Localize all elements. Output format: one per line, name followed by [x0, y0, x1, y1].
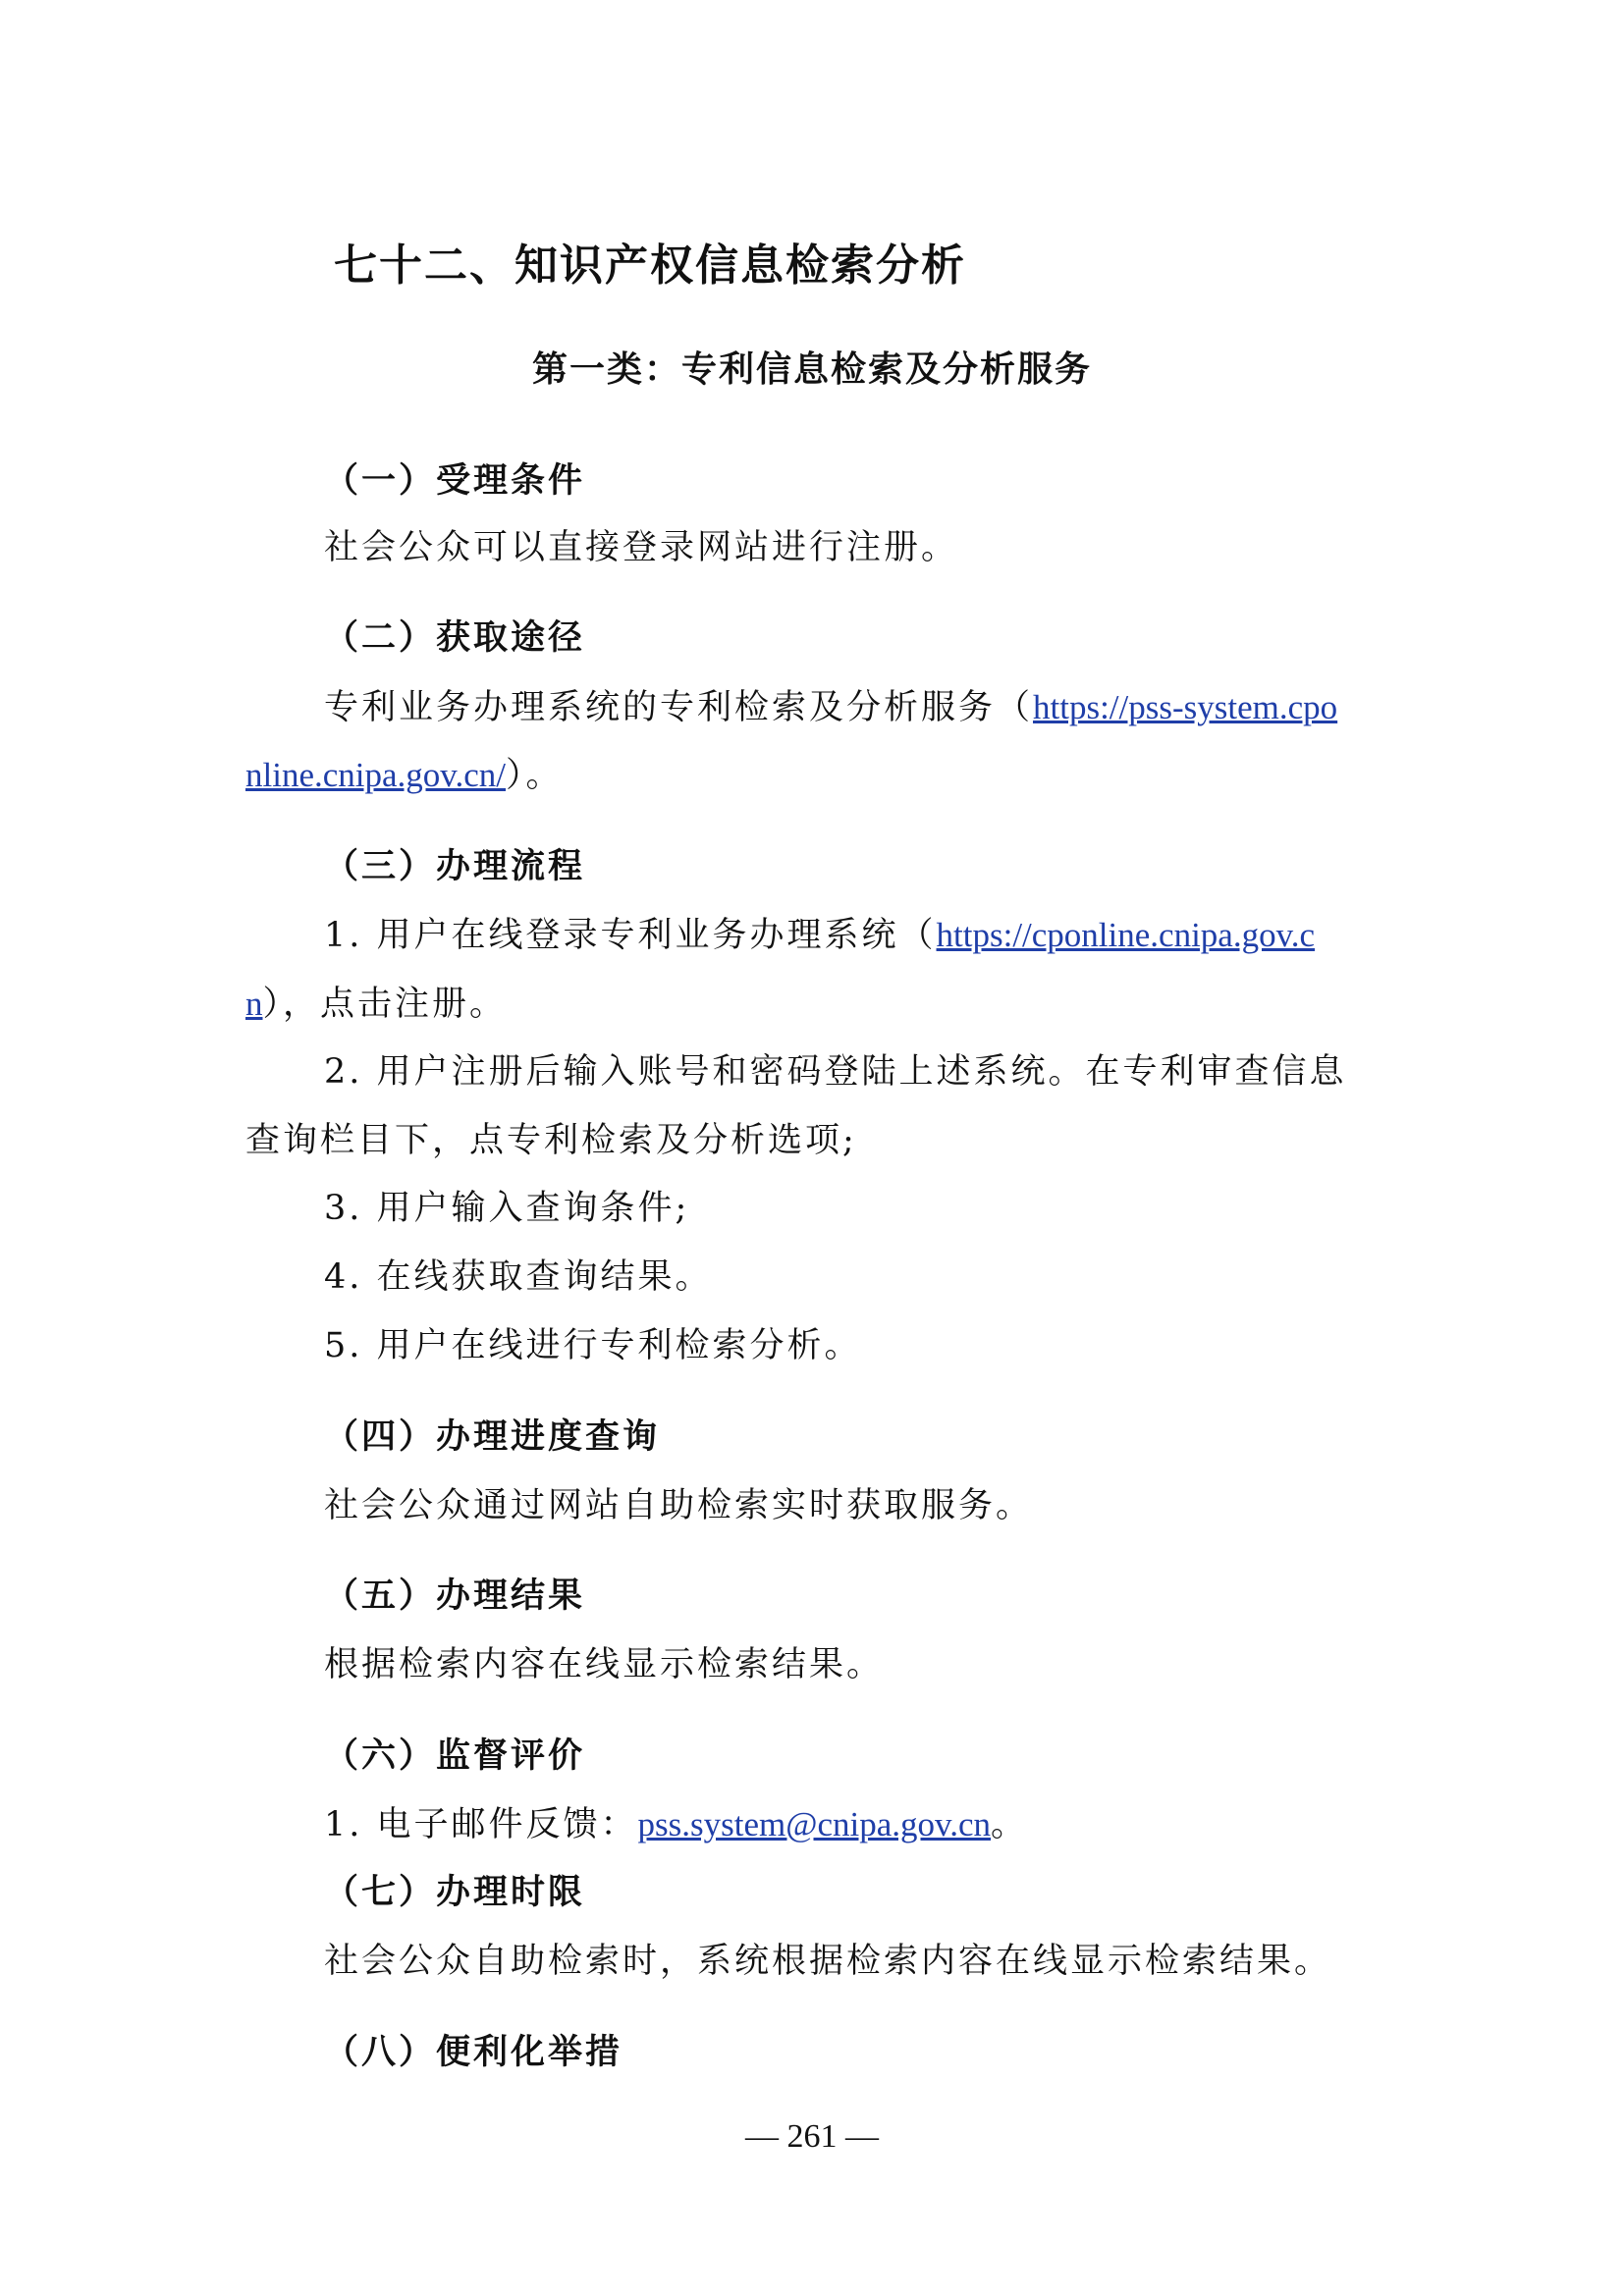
paragraph-line: 查询栏目下，点专利检索及分析选项;: [245, 1121, 857, 1160]
section-heading-progress-query: （四）办理进度查询: [324, 1417, 661, 1457]
paragraph-text: 1. 电子邮件反馈：: [324, 1805, 638, 1844]
section-heading-time-limit: （七）办理时限: [324, 1873, 586, 1912]
section-heading-access: （二）获取途径: [324, 618, 586, 658]
paragraph-line: 5. 用户在线进行专利检索分析。: [324, 1326, 862, 1365]
paragraph-line: [245, 977, 507, 1026]
paragraph-text: ）。: [506, 756, 564, 795]
paragraph-text: 。: [991, 1805, 1029, 1844]
paragraph-line: 根据检索内容在线显示检索结果。: [324, 1645, 885, 1684]
section-heading-acceptance: （一）受理条件: [324, 461, 586, 501]
paragraph-line: [324, 908, 1315, 957]
paragraph-text: ），点击注册。: [262, 985, 508, 1024]
page-subtitle: 第一类：专利信息检索及分析服务: [531, 349, 1092, 390]
paragraph-line: [324, 1797, 1028, 1846]
cponline-link[interactable]: https://cponline.cnipa.gov.c: [936, 916, 1316, 954]
page-number: — 261 —: [745, 2118, 879, 2155]
section-heading-supervision: （六）监督评价: [324, 1736, 586, 1776]
paragraph-line: 社会公众通过网站自助检索实时获取服务。: [324, 1486, 1034, 1525]
paragraph-line: 社会公众自助检索时，系统根据检索内容在线显示检索结果。: [324, 1942, 1332, 1981]
paragraph-line: [324, 680, 1337, 729]
cponline-link-continued[interactable]: n: [245, 985, 263, 1023]
paragraph-line: 4. 在线获取查询结果。: [324, 1257, 713, 1297]
paragraph-line: 社会公众可以直接登录网站进行注册。: [324, 528, 959, 567]
paragraph-line: 2. 用户注册后输入账号和密码登陆上述系统。在专利审查信息: [324, 1052, 1347, 1092]
section-heading-facilitation: （八）便利化举措: [324, 2033, 623, 2072]
section-heading-process: （三）办理流程: [324, 847, 586, 886]
paragraph-text: 1. 用户在线登录专利业务办理系统（: [324, 916, 937, 955]
page-title: 七十二、知识产权信息检索分析: [334, 240, 966, 291]
paragraph-text: 专利业务办理系统的专利检索及分析服务（: [324, 688, 1034, 727]
section-heading-result: （五）办理结果: [324, 1576, 586, 1616]
pss-system-link-continued[interactable]: nline.cnipa.gov.cn/: [245, 756, 507, 794]
pss-system-link[interactable]: https://pss-system.cpo: [1033, 688, 1338, 726]
paragraph-line: 3. 用户输入查询条件;: [324, 1189, 690, 1228]
feedback-email-link[interactable]: pss.system@cnipa.gov.cn: [637, 1805, 992, 1843]
paragraph-line: [245, 748, 564, 797]
